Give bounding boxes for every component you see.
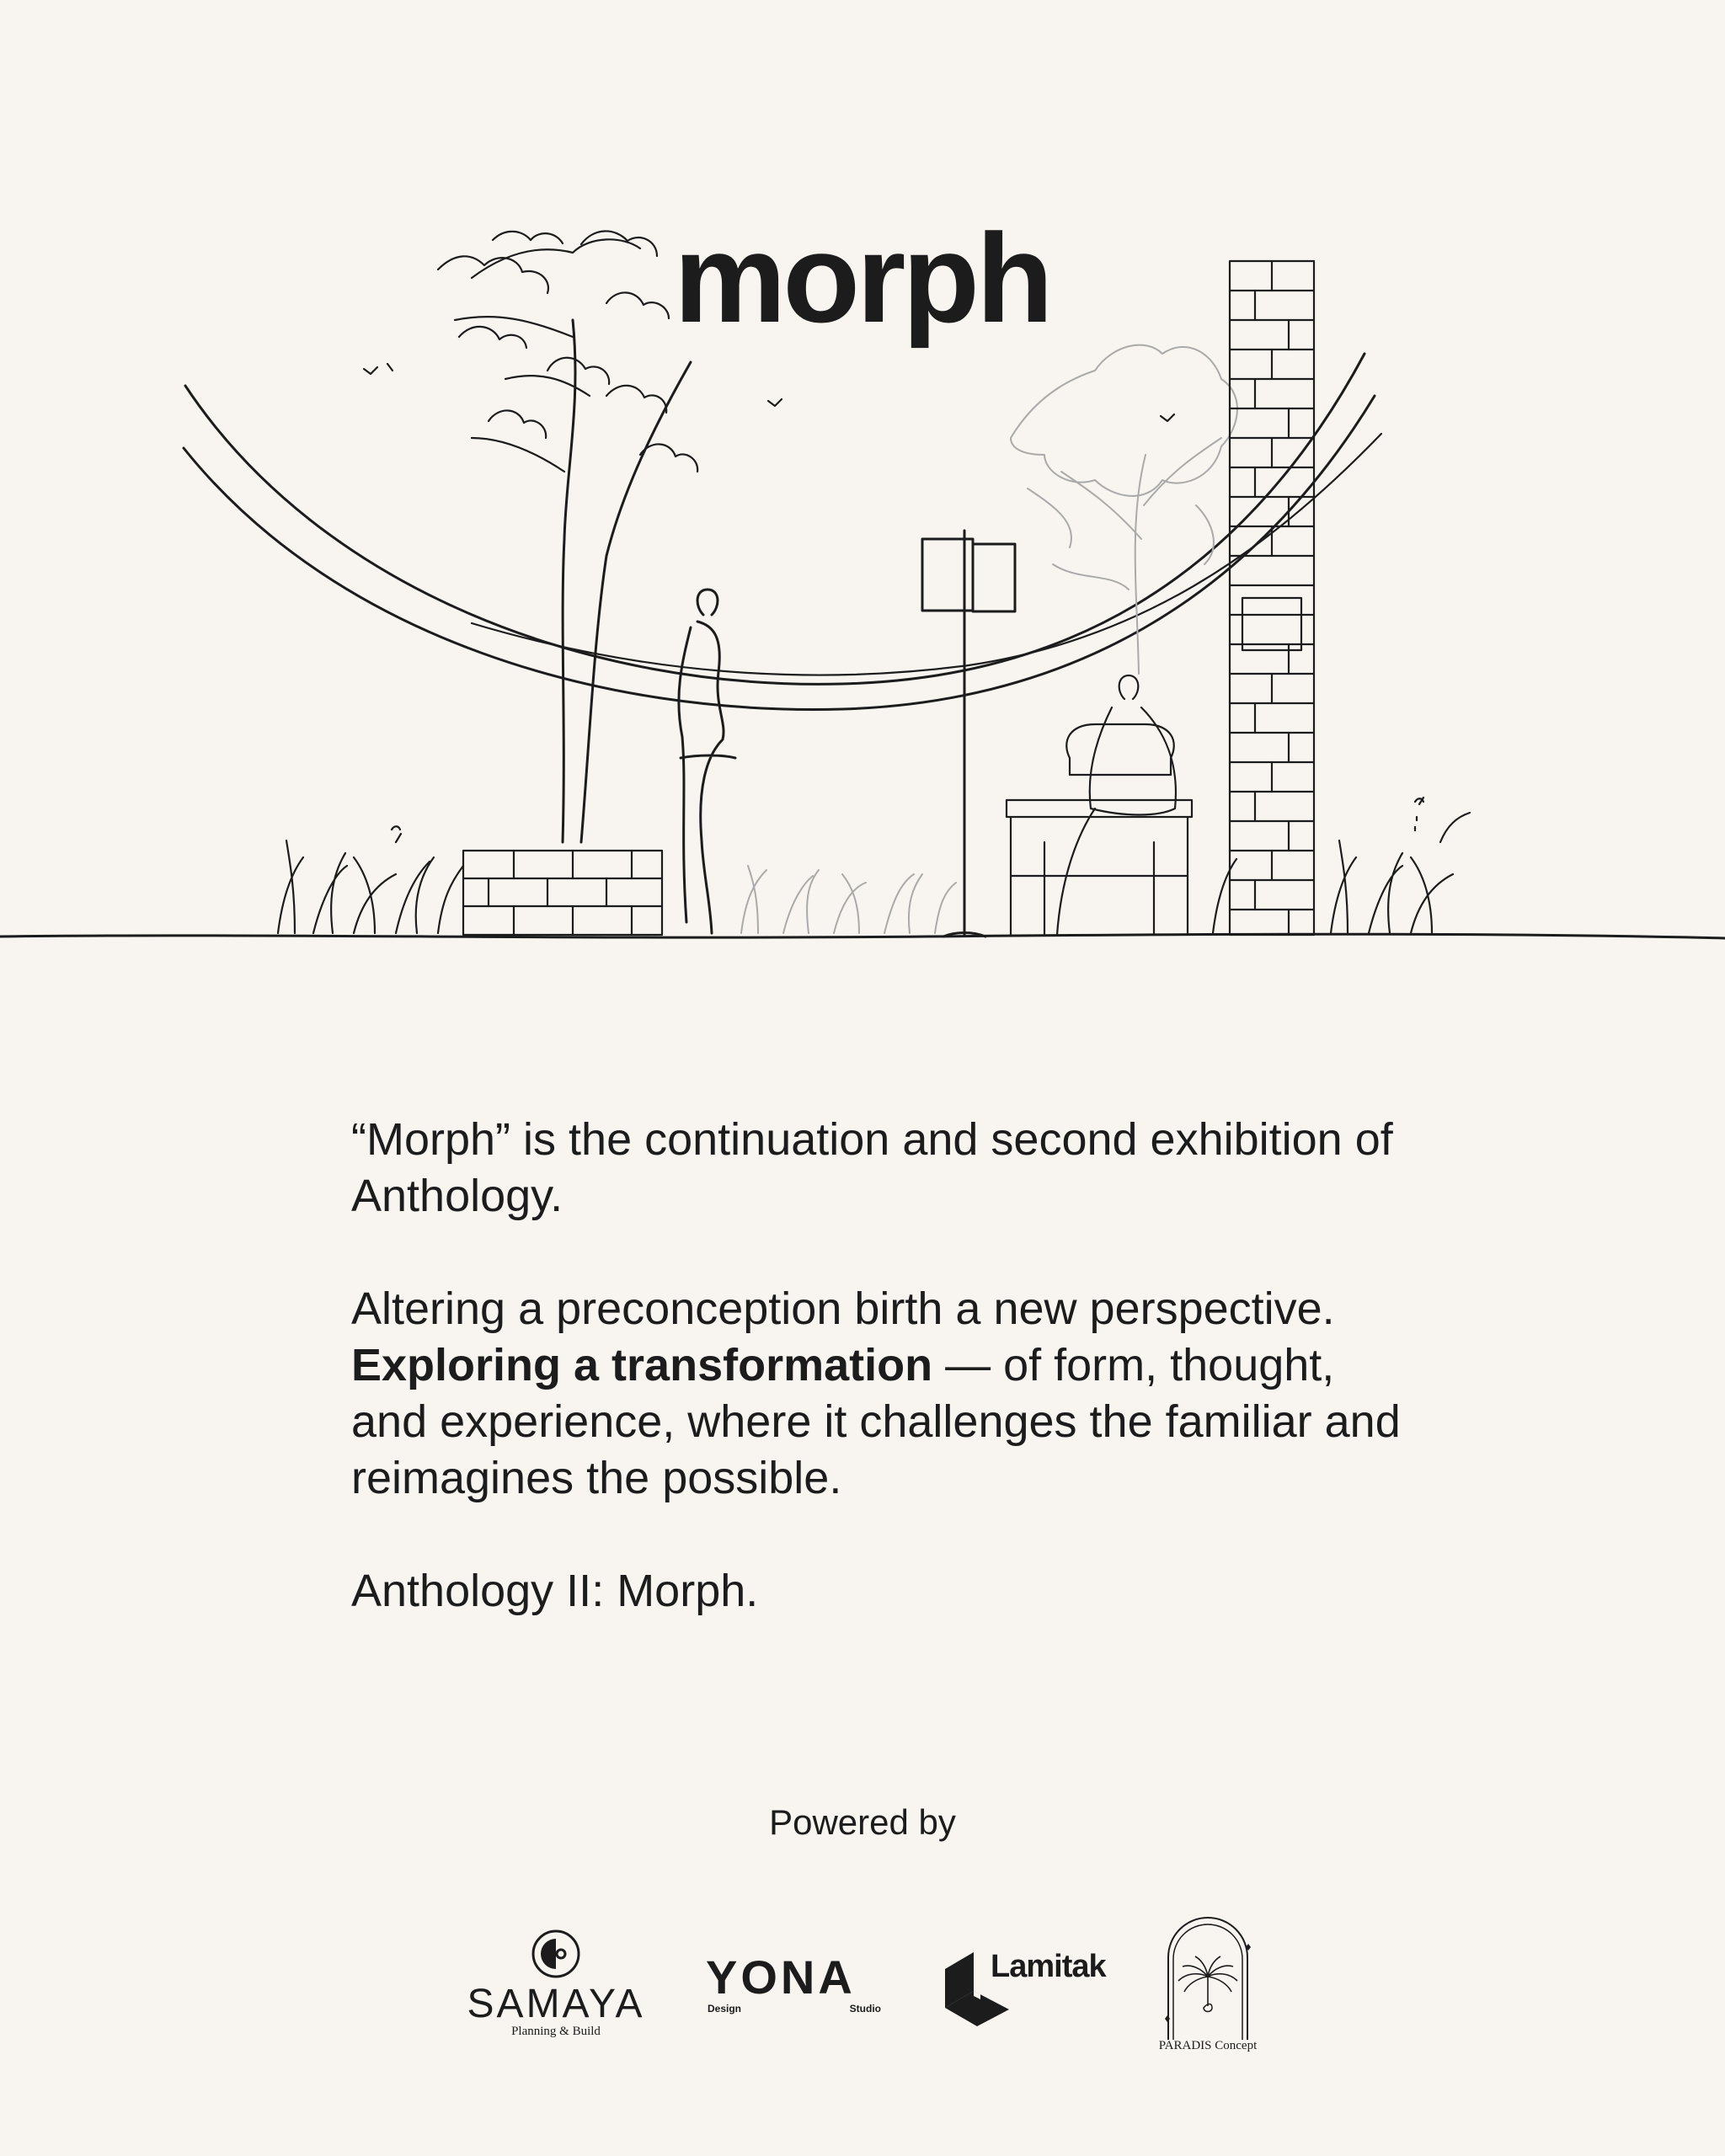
- yona-studio-label: Studio: [849, 2003, 881, 2015]
- samaya-logo-icon: [531, 1929, 581, 1979]
- intro-paragraph-2: [351, 1281, 1413, 1507]
- lamitak-logo: [943, 1945, 1124, 2030]
- intro-paragraph-3: Anthology II: Morph.: [351, 1566, 759, 1616]
- morph-logo-title: morph: [674, 207, 1050, 349]
- powered-by-heading: Powered by: [769, 1802, 956, 1842]
- grass-left: [278, 826, 463, 933]
- sign-post: [922, 531, 1015, 937]
- background-tree: [1011, 345, 1237, 674]
- yona-name: YONA: [706, 1951, 856, 2004]
- intro-paragraph-2-bold: Exploring a transformation: [351, 1340, 933, 1390]
- cable-1: [185, 354, 1365, 684]
- paradis-logo: [1154, 1913, 1262, 2065]
- intro-paragraph-1: “Morph” is the continuation and second exhibition of Anthology.: [351, 1114, 1393, 1221]
- standing-person: [679, 590, 735, 933]
- cable-2: [184, 396, 1375, 709]
- paradis-arch-icon: [1162, 1913, 1254, 2044]
- intro-paragraph-2-end: — of form, thought, and experience, where it challenges the familiar and reimagines the possible.: [351, 1340, 1401, 1503]
- samaya-name: SAMAYA: [467, 1982, 645, 2026]
- yona-design-label: Design: [708, 2003, 742, 2015]
- insect-icon: [1415, 798, 1423, 830]
- garden-scene-illustration: [0, 0, 1725, 960]
- yona-subtitle: [706, 2003, 883, 2015]
- paradis-name: PARADIS Concept: [1158, 2039, 1258, 2052]
- intro-text: [351, 1112, 1413, 1676]
- ground-line: [0, 934, 1725, 938]
- samaya-tagline: Planning & Build: [511, 2025, 601, 2038]
- intro-paragraph-2-start: Altering a preconception birth a new perspective.: [351, 1283, 1335, 1334]
- brick-planter: [463, 851, 662, 935]
- grass-middle: [741, 866, 956, 933]
- grass-right: [1213, 813, 1470, 933]
- yona-logo: [706, 1952, 883, 2020]
- brick-column: [1230, 261, 1314, 935]
- lamitak-name: Lamitak: [991, 1949, 1106, 1984]
- armchair-with-person: [1007, 675, 1192, 935]
- foreground-tree: [438, 231, 697, 842]
- samaya-logo: [463, 1929, 649, 2055]
